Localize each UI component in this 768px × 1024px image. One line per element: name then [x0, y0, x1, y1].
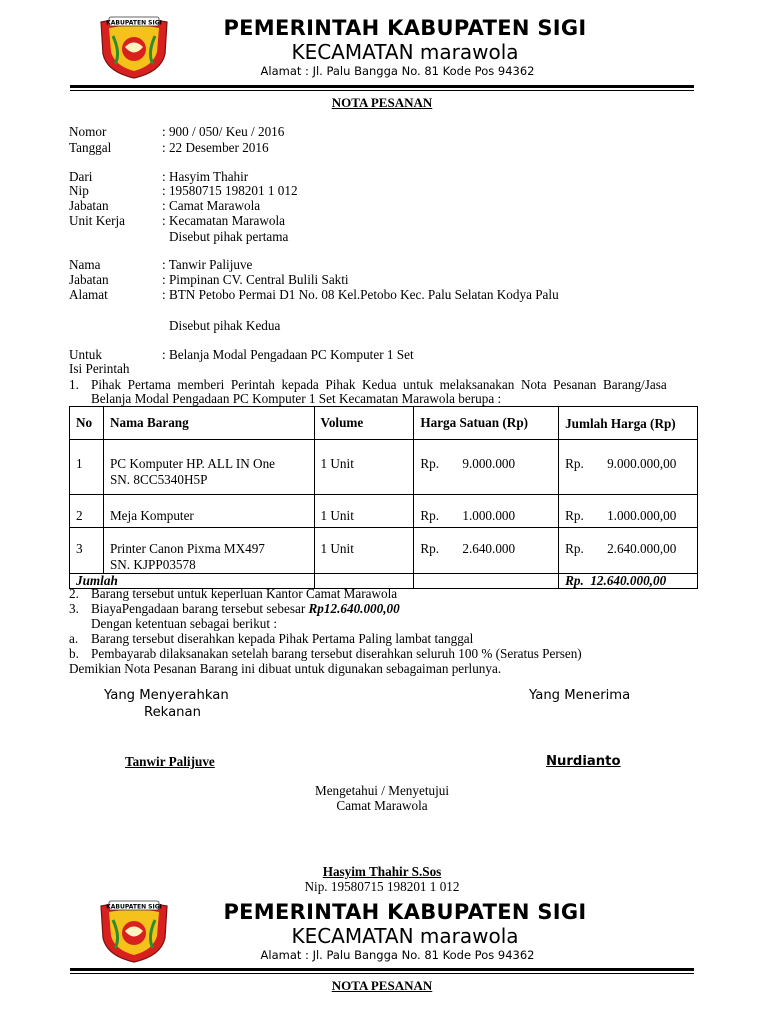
party2-note: Disebut pihak Kedua: [169, 318, 281, 333]
header-nama-barang: Nama Barang: [103, 407, 314, 440]
total-value: 9.000.000,00: [607, 456, 677, 471]
items-table: [69, 406, 698, 589]
cell-volume: 1 Unit: [314, 440, 414, 495]
header-jumlah-harga: Jumlah Harga (Rp): [559, 407, 698, 440]
party1-label-nip: Nip: [69, 183, 89, 198]
note3-amount: Rp12.640.000,00: [308, 601, 400, 616]
closing-text: Demikian Nota Pesanan Barang ini dibuat untuk digunakan sebagaiman perlunya.: [69, 661, 502, 676]
note3-num: 3.: [69, 601, 79, 616]
header-rule-thick: [70, 968, 694, 971]
item-name: Meja Komputer: [109, 508, 194, 523]
cell-price: [414, 528, 559, 574]
cell-total: [559, 440, 698, 495]
party1-label-dari: Dari: [69, 169, 93, 184]
meta-label-tanggal: Tanggal: [69, 140, 112, 155]
meta-value-nomor: : 900 / 050/ Keu / 2016: [162, 124, 285, 139]
cond-b-num: b.: [69, 646, 79, 661]
rp-prefix: Rp.: [565, 541, 584, 556]
header-title: PEMERINTAH KABUPATEN SIGI: [223, 900, 587, 924]
table-row: [70, 528, 698, 574]
cell-volume: 1 Unit: [314, 528, 414, 574]
cell-no: 2: [70, 495, 104, 528]
doc-title: NOTA PESANAN: [331, 95, 433, 110]
cond-b-text: Pembayarab dilaksanakan setelah barang tersebut diserahkan seluruh 100 % (Seratus Persen): [91, 646, 582, 661]
cell-no: 1: [70, 440, 104, 495]
sig-left-title: Yang Menyerahkan: [104, 688, 229, 703]
party2-label-nama: Nama: [69, 257, 101, 272]
cell-total: [559, 495, 698, 528]
header-harga-satuan: Harga Satuan (Rp): [414, 407, 559, 440]
approve-name: Hasyim Thahir S.Sos: [322, 864, 442, 879]
party1-value-jabatan: : Camat Marawola: [162, 198, 261, 213]
item1-line2: Belanja Modal Pengadaan PC Komputer 1 Set Kecamatan Marawola berupa :: [91, 391, 502, 406]
header-volume: Volume: [314, 407, 414, 440]
svg-text:KABUPATEN SIGI: KABUPATEN SIGI: [106, 903, 162, 911]
price-value: 1.000.000: [462, 508, 516, 523]
note3-plain: BiayaPengadaan barang tersebut sebesar: [91, 601, 309, 616]
untuk-label: Untuk: [69, 347, 102, 362]
header-rule-thick: [70, 85, 694, 88]
rp-prefix: Rp.: [565, 456, 584, 471]
cell-price: [414, 495, 559, 528]
party1-label-unit: Unit Kerja: [69, 213, 126, 228]
table-row: [70, 440, 698, 495]
cond-a-text: Barang tersebut diserahkan kepada Pihak Pertama Paling lambat tanggal: [91, 631, 474, 646]
sig-left-subtitle: Rekanan: [144, 705, 201, 720]
party2-label-alamat: Alamat: [69, 287, 108, 302]
cell-name: [103, 528, 314, 574]
price-value: 2.640.000: [462, 541, 516, 556]
party1-note: Disebut pihak pertama: [169, 229, 289, 244]
meta-value-tanggal: : 22 Desember 2016: [162, 140, 269, 155]
note3-text: [91, 601, 400, 616]
item1-num: 1.: [69, 377, 79, 392]
item-name: PC Komputer HP. ALL IN One: [109, 456, 276, 471]
cond-a-num: a.: [69, 631, 79, 646]
approve-title: Mengetahui / Menyetujui: [314, 783, 450, 798]
cell-total: [559, 528, 698, 574]
cell-price: [414, 440, 559, 495]
total-value: 2.640.000,00: [607, 541, 677, 556]
header-subtitle: KECAMATAN marawola: [291, 924, 519, 948]
item-serial: SN. KJPP03578: [109, 557, 196, 572]
footer-label: Jumlah: [70, 574, 315, 589]
table-header-row: [70, 407, 698, 440]
cell-name: [103, 495, 314, 528]
approve-subtitle: Camat Marawola: [336, 798, 428, 813]
header-subtitle: KECAMATAN marawola: [291, 40, 519, 64]
rp-prefix: Rp.: [565, 508, 584, 523]
doc-title: NOTA PESANAN: [331, 978, 433, 993]
note2-num: 2.: [69, 586, 79, 601]
cell-name: [103, 440, 314, 495]
footer-total: Rp. 12.640.000,00: [559, 574, 698, 589]
cell-no: 3: [70, 528, 104, 574]
party2-label-jabatan: Jabatan: [69, 272, 109, 287]
header-rule-thin: [70, 973, 694, 974]
header-rule-thin: [70, 90, 694, 91]
party2-value-alamat: : BTN Petobo Permai D1 No. 08 Kel.Petobo Kec. Palu Selatan Kodya Palu: [162, 287, 559, 302]
item1-line1: Pihak Pertama memberi Perintah kepada Pihak Kedua untuk melaksanakan Nota Pesanan Barang/Jasa: [91, 377, 667, 392]
isi-perintah-label: Isi Perintah: [69, 361, 130, 376]
cell-volume: 1 Unit: [314, 495, 414, 528]
party1-label-jabatan: Jabatan: [69, 198, 109, 213]
meta-label-nomor: Nomor: [69, 124, 107, 139]
rp-prefix: Rp.: [420, 541, 440, 556]
sig-right-title: Yang Menerima: [529, 688, 631, 703]
party1-value-nip: : 19580715 198201 1 012: [162, 183, 298, 198]
kabupaten-sigi-logo: [95, 14, 173, 80]
table-row: [70, 495, 698, 528]
item-serial: SN. 8CC5340H5P: [109, 472, 208, 487]
sig-left-name: Tanwir Palijuve: [125, 754, 215, 769]
party2-value-nama: : Tanwir Palijuve: [162, 257, 253, 272]
rp-prefix: Rp.: [420, 508, 440, 523]
sig-right-name: Nurdianto: [546, 754, 621, 769]
svg-text:KABUPATEN SIGI: KABUPATEN SIGI: [106, 19, 162, 27]
note2-text: Barang tersebut untuk keperluan Kantor Camat Marawola: [91, 586, 398, 601]
footer-empty: [414, 574, 559, 589]
header-address: Alamat : Jl. Palu Bangga No. 81 Kode Pos 94362: [260, 948, 535, 962]
total-value: 1.000.000,00: [607, 508, 677, 523]
party2-value-jabatan: : Pimpinan CV. Central Bulili Sakti: [162, 272, 349, 287]
kabupaten-sigi-logo: [95, 898, 173, 964]
header-address: Alamat : Jl. Palu Bangga No. 81 Kode Pos 94362: [260, 64, 535, 78]
approve-nip: Nip. 19580715 198201 1 012: [304, 879, 460, 894]
ketentuan-text: Dengan ketentuan sebagai berikut :: [91, 616, 278, 631]
untuk-value: : Belanja Modal Pengadaan PC Komputer 1 Set: [162, 347, 414, 362]
rp-prefix: Rp.: [420, 456, 440, 471]
party1-value-dari: : Hasyim Thahir: [162, 169, 249, 184]
header-title: PEMERINTAH KABUPATEN SIGI: [223, 16, 587, 40]
party1-value-unit: : Kecamatan Marawola: [162, 213, 286, 228]
item-name: Printer Canon Pixma MX497: [109, 541, 265, 556]
price-value: 9.000.000: [462, 456, 516, 471]
header-no: No: [70, 407, 104, 440]
